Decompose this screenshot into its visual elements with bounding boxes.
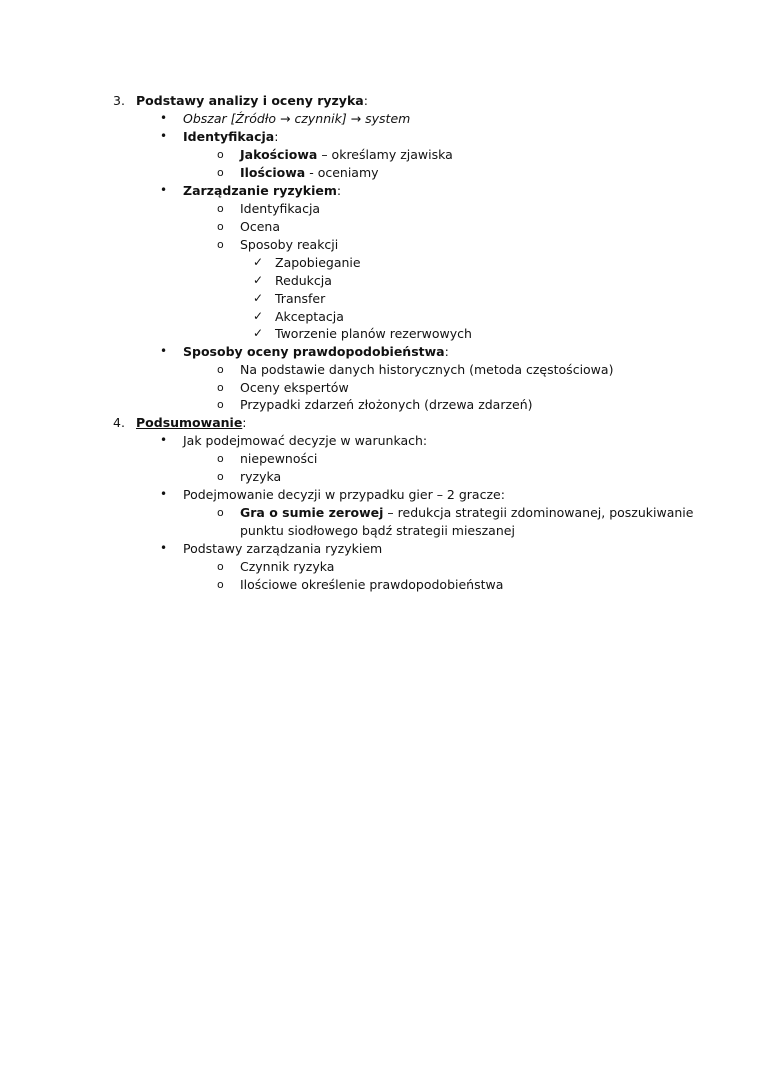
sub-list-item: ryzyka bbox=[240, 469, 282, 484]
list-item: Podstawy zarządzania ryzykiem bbox=[183, 541, 383, 556]
checkmark-icon: ✓ bbox=[253, 273, 264, 287]
bullet-icon: • bbox=[160, 183, 168, 197]
list-item: Obszar [Źródło → czynnik] → system bbox=[183, 111, 411, 126]
checkmark-icon: ✓ bbox=[253, 255, 264, 269]
term: Ilościowa bbox=[240, 165, 306, 180]
section-heading bbox=[136, 414, 247, 431]
sub-list-item: Czynnik ryzyka bbox=[240, 559, 335, 574]
sub-list-item: niepewności bbox=[240, 451, 318, 466]
item-heading-suffix: : bbox=[444, 344, 449, 359]
definition: - oceniamy bbox=[305, 165, 379, 180]
section-heading bbox=[136, 92, 368, 109]
circle-bullet-icon: o bbox=[217, 470, 224, 483]
item-heading-suffix: : bbox=[336, 183, 342, 198]
list-item bbox=[183, 128, 278, 145]
sub-list-item: Ilościowe określenie prawdopodobieństwa bbox=[240, 577, 504, 592]
list-item bbox=[183, 182, 341, 199]
check-list-item: Akceptacja bbox=[275, 309, 344, 324]
checkmark-icon: ✓ bbox=[253, 309, 264, 323]
sub-list-item: Identyfikacja bbox=[240, 201, 321, 216]
item-heading: Zarządzanie ryzykiem bbox=[183, 183, 337, 198]
checkmark-icon: ✓ bbox=[253, 326, 264, 340]
sub-list-item bbox=[240, 164, 379, 181]
sub-list-item: Na podstawie danych historycznych (metoda częstościowa) bbox=[240, 362, 614, 377]
circle-bullet-icon: o bbox=[217, 363, 224, 376]
sub-list-item: Sposoby reakcji bbox=[240, 237, 339, 252]
sub-list-item: Przypadki zdarzeń złożonych (drzewa zdarzeń) bbox=[240, 397, 533, 412]
sub-list-item bbox=[240, 146, 453, 163]
section-number: 3. bbox=[113, 93, 125, 108]
check-list-item: Redukcja bbox=[275, 273, 332, 288]
circle-bullet-icon: o bbox=[217, 220, 224, 233]
sub-list-item-continuation: punktu siodłowego bądź strategii mieszanej bbox=[240, 523, 515, 538]
bullet-icon: • bbox=[160, 111, 168, 125]
item-heading-suffix: : bbox=[274, 129, 279, 144]
circle-bullet-icon: o bbox=[217, 166, 224, 179]
section-title: Podstawy analizy i oceny ryzyka bbox=[136, 93, 364, 108]
term: Gra o sumie zerowej bbox=[240, 505, 384, 520]
section-title-suffix: : bbox=[363, 93, 368, 108]
definition: – redukcja strategii zdominowanej, poszukiwanie bbox=[383, 505, 694, 520]
circle-bullet-icon: o bbox=[217, 398, 224, 411]
circle-bullet-icon: o bbox=[217, 578, 224, 591]
section-title: Podsumowanie bbox=[136, 415, 243, 430]
bullet-icon: • bbox=[160, 487, 168, 501]
circle-bullet-icon: o bbox=[217, 381, 224, 394]
circle-bullet-icon: o bbox=[217, 202, 224, 215]
checkmark-icon: ✓ bbox=[253, 291, 264, 305]
section-number: 4. bbox=[113, 415, 125, 430]
circle-bullet-icon: o bbox=[217, 148, 224, 161]
check-list-item: Tworzenie planów rezerwowych bbox=[275, 326, 472, 341]
check-list-item: Transfer bbox=[275, 291, 326, 306]
check-list-item: Zapobieganie bbox=[275, 255, 361, 270]
section-title-suffix: : bbox=[242, 415, 247, 430]
definition: – określamy zjawiska bbox=[317, 147, 453, 162]
list-item: Podejmowanie decyzji w przypadku gier – 2 gracze: bbox=[183, 487, 505, 502]
circle-bullet-icon: o bbox=[217, 506, 224, 519]
bullet-icon: • bbox=[160, 433, 168, 447]
sub-list-item: Ocena bbox=[240, 219, 280, 234]
bullet-icon: • bbox=[160, 344, 168, 358]
item-heading: Sposoby oceny prawdopodobieństwa bbox=[183, 344, 445, 359]
sub-list-item bbox=[240, 504, 693, 521]
circle-bullet-icon: o bbox=[217, 238, 224, 251]
sub-list-item: Oceny ekspertów bbox=[240, 380, 349, 395]
bullet-icon: • bbox=[160, 541, 168, 555]
circle-bullet-icon: o bbox=[217, 560, 224, 573]
bullet-icon: • bbox=[160, 129, 168, 143]
list-item: Jak podejmować decyzje w warunkach: bbox=[183, 433, 428, 448]
circle-bullet-icon: o bbox=[217, 452, 224, 465]
term: Jakościowa bbox=[240, 147, 318, 162]
list-item bbox=[183, 343, 449, 360]
item-heading: Identyfikacja bbox=[183, 129, 275, 144]
